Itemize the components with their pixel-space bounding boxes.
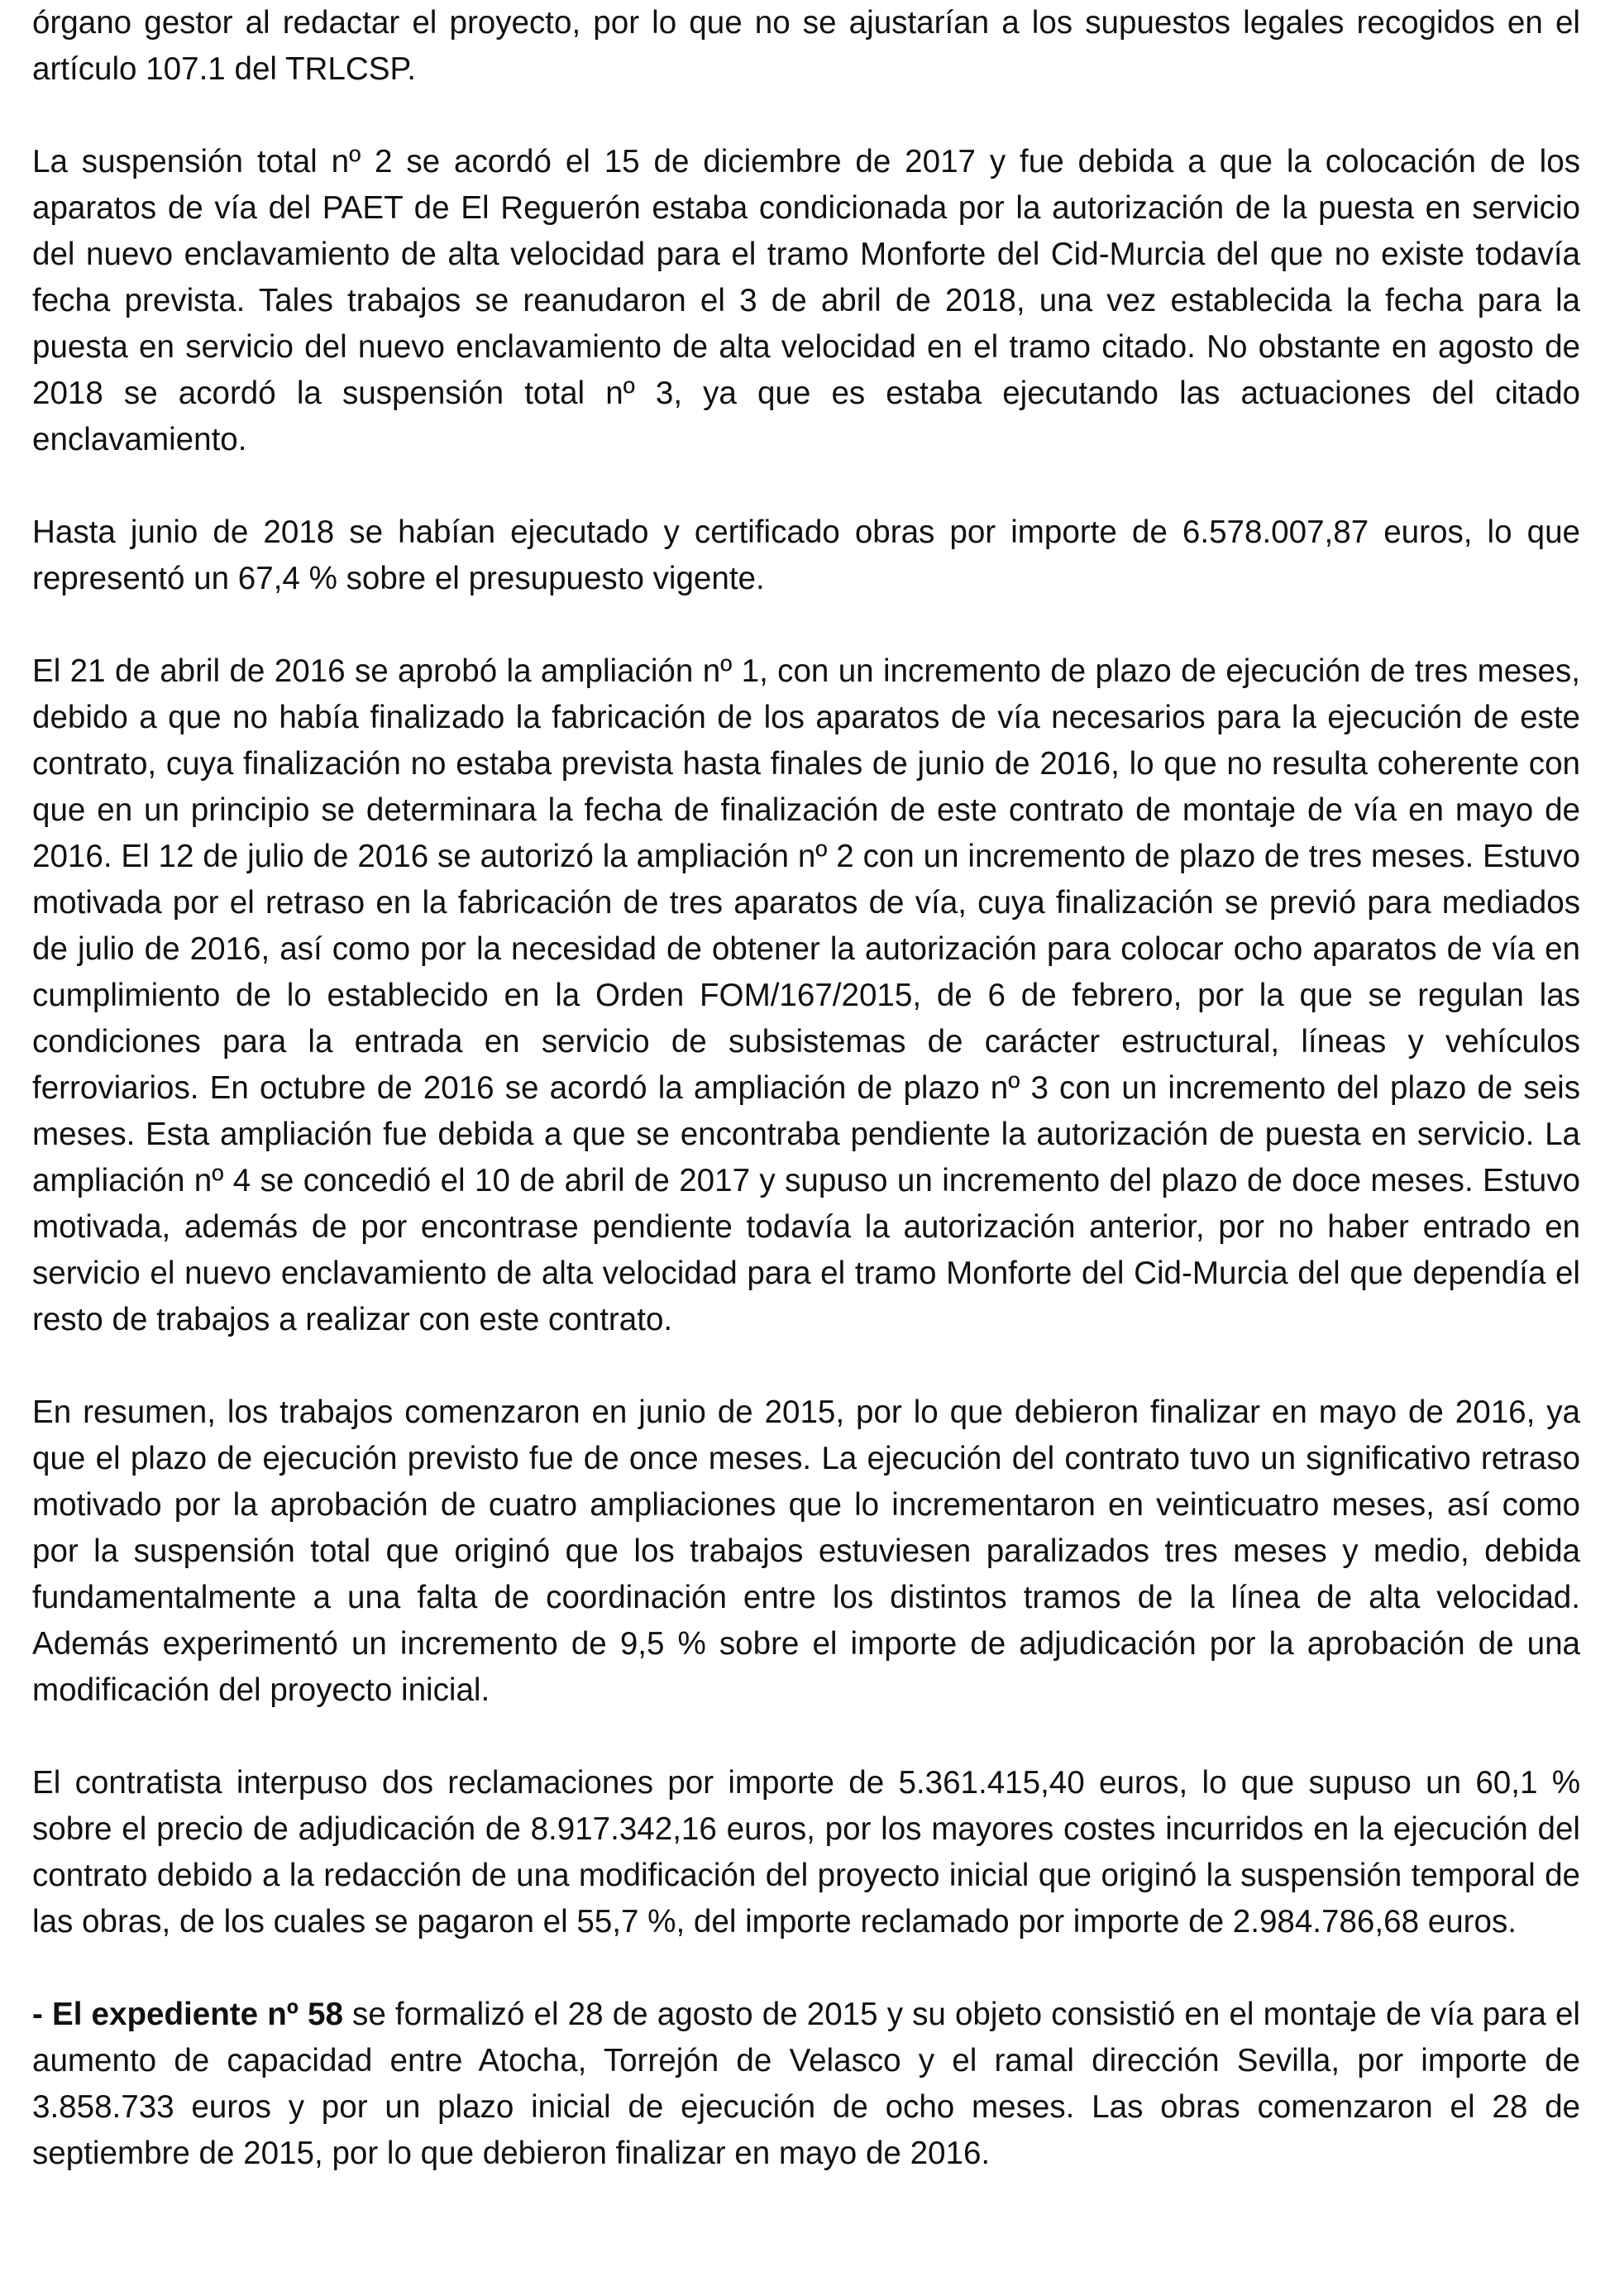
paragraph-spacer	[32, 1343, 1580, 1390]
paragraph-spacer	[32, 93, 1580, 139]
paragraph-resumen: En resumen, los trabajos comenzaron en junio de 2015, por lo que debieron finalizar en mayo de 2016, ya que el plazo de ejecución previsto fue de once meses. La ejecución del contrato tuvo un significativo retraso motivado por la aprobación de cuatro ampliaciones que lo incrementaron en veinticuatro meses, así como por la suspensión total que originó que los trabajos estuviesen paralizados tres meses y medio, debida fundamentalmente a una falta de coordinación entre los distintos tramos de la línea de alta velocidad. Además experimentó un incremento de 9,5 % sobre el importe de adjudicación por la aprobación de una modificación del proyecto inicial.	[32, 1394, 1580, 1708]
paragraph-continuation: órgano gestor al redactar el proyecto, por lo que no se ajustarían a los supuestos legales recogidos en el artículo 107.1 del TRLCSP.	[32, 5, 1580, 87]
paragraph-spacer	[32, 463, 1580, 509]
document-body	[32, 0, 1580, 2177]
expediente-58-text: se formalizó el 28 de agosto de 2015 y su objeto consistió en el montaje de vía para el aumento de capacidad entre Atocha, Torrejón de Velasco y el ramal dirección Sevilla, por importe de 3.858.733 euros y por un plazo inicial de ejecución de ocho meses. Las obras comenzaron el 28 de septiembre de 2015, por lo que debieron finalizar en mayo de 2016.	[32, 1997, 1580, 2171]
paragraph-suspension-2: La suspensión total nº 2 se acordó el 15 de diciembre de 2017 y fue debida a que la colocación de los aparatos de vía del PAET de El Reguerón estaba condicionada por la autorización de la puesta en servicio del nuevo enclavamiento de alta velocidad para el tramo Monforte del Cid-Murcia del que no existe todavía fecha prevista. Tales trabajos se reanudaron el 3 de abril de 2018, una vez establecida la fecha para la puesta en servicio del nuevo enclavamiento de alta velocidad en el tramo citado. No obstante en agosto de 2018 se acordó la suspensión total nº 3, ya que es estaba ejecutando las actuaciones del citado enclavamiento.	[32, 144, 1580, 457]
paragraph-reclamaciones: El contratista interpuso dos reclamaciones por importe de 5.361.415,40 euros, lo que supuso un 60,1 % sobre el precio de adjudicación de 8.917.342,16 euros, por los mayores costes incurridos en la ejecución del contrato debido a la redacción de una modificación del proyecto inicial que originó la suspensión temporal de las obras, de los cuales se pagaron el 55,7 %, del importe reclamado por importe de 2.984.786,68 euros.	[32, 1765, 1580, 1940]
expediente-58-lead: - El expediente nº 58	[32, 1997, 343, 2032]
paragraph-spacer	[32, 602, 1580, 648]
paragraph-spacer	[32, 1945, 1580, 1992]
paragraph-ejecucion-junio-2018: Hasta junio de 2018 se habían ejecutado y certificado obras por importe de 6.578.007,87 euros, lo que representó un 67,4 % sobre el presupuesto vigente.	[32, 514, 1580, 596]
paragraph-expediente-58	[32, 1992, 1580, 2177]
paragraph-spacer	[32, 1714, 1580, 1760]
paragraph-ampliaciones: El 21 de abril de 2016 se aprobó la ampliación nº 1, con un incremento de plazo de ejecución de tres meses, debido a que no había finalizado la fabricación de los aparatos de vía necesarios para la ejecución de este contrato, cuya finalización no estaba prevista hasta finales de junio de 2016, lo que no resulta coherente con que en un principio se determinara la fecha de finalización de este contrato de montaje de vía en mayo de 2016. El 12 de julio de 2016 se autorizó la ampliación nº 2 con un incremento de plazo de tres meses. Estuvo motivada por el retraso en la fabricación de tres aparatos de vía, cuya finalización se previó para mediados de julio de 2016, así como por la necesidad de obtener la autorización para colocar ocho aparatos de vía en cumplimiento de lo establecido en la Orden FOM/167/2015, de 6 de febrero, por la que se regulan las condiciones para la entrada en servicio de subsistemas de carácter estructural, líneas y vehículos ferroviarios. En octubre de 2016 se acordó la ampliación de plazo nº 3 con un incremento del plazo de seis meses. Esta ampliación fue debida a que se encontraba pendiente la autorización de puesta en servicio. La ampliación nº 4 se concedió el 10 de abril de 2017 y supuso un incremento del plazo de doce meses. Estuvo motivada, además de por encontrase pendiente todavía la autorización anterior, por no haber entrado en servicio el nuevo enclavamiento de alta velocidad para el tramo Monforte del Cid-Murcia del que dependía el resto de trabajos a realizar con este contrato.	[32, 653, 1580, 1337]
